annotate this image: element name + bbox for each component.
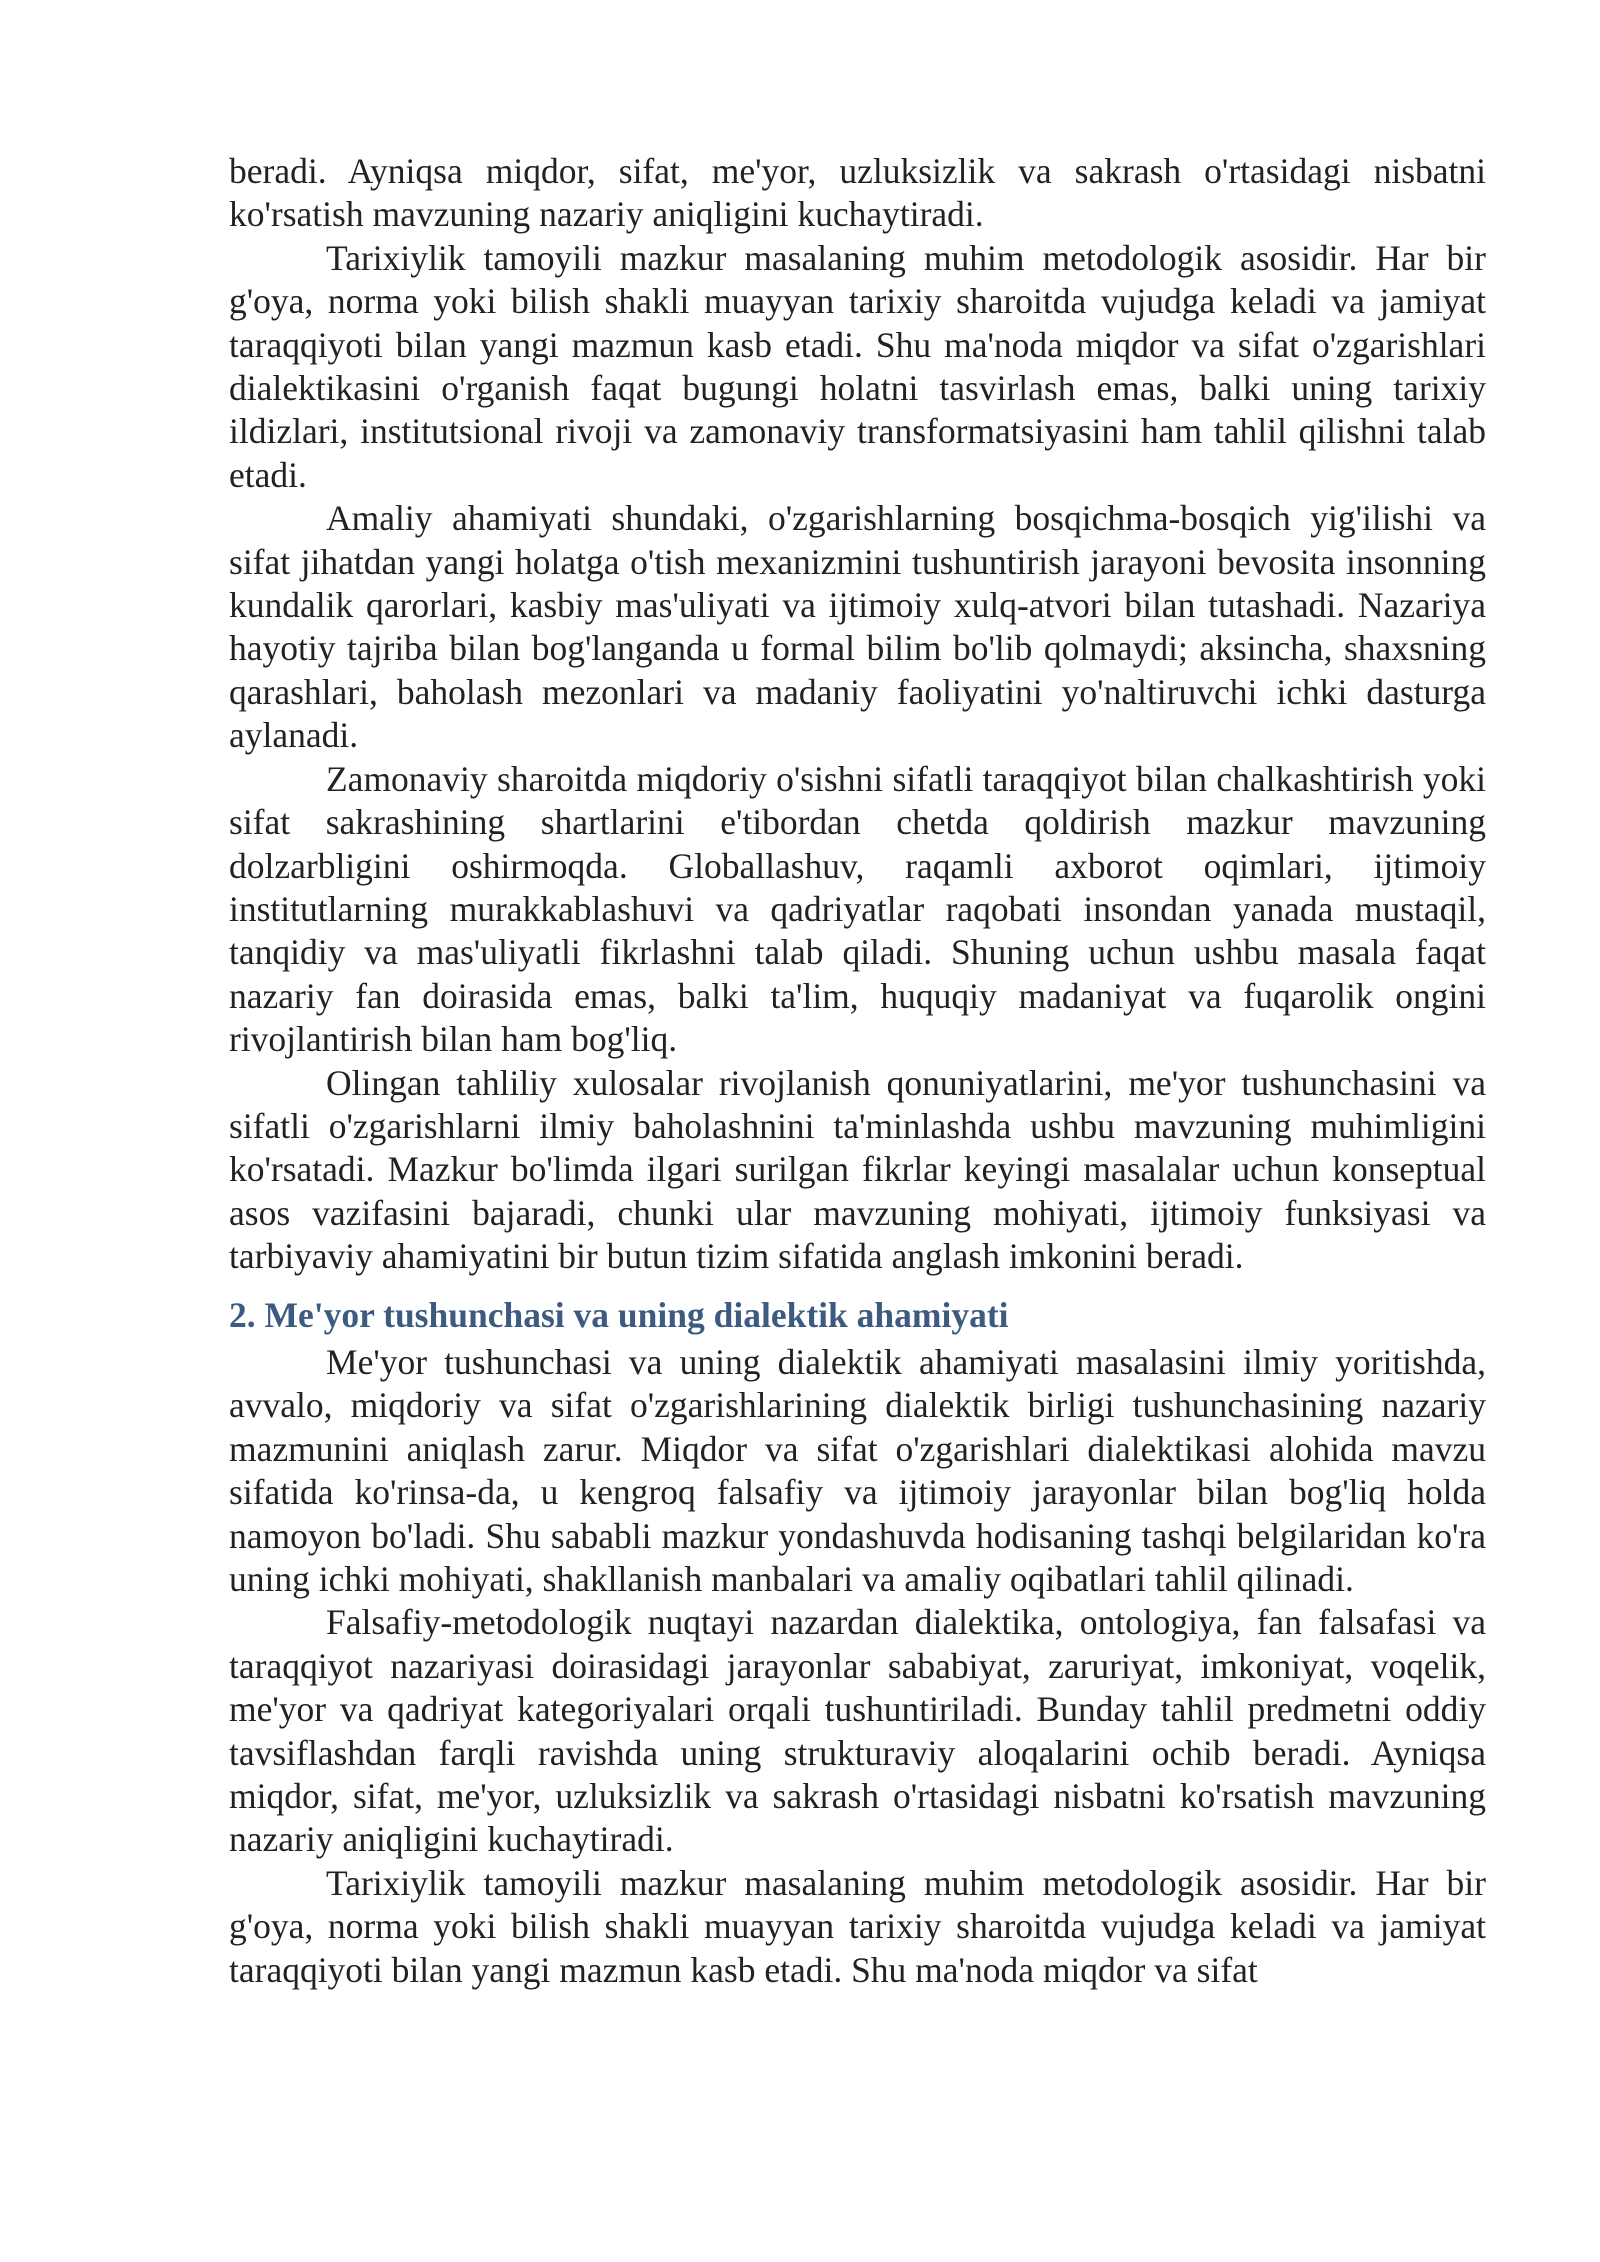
section-heading: 2. Me'yor tushunchasi va uning dialektik ahamiyati: [229, 1294, 1009, 1335]
document-page: [229, 150, 1486, 1992]
paragraph: beradi. Ayniqsa miqdor, sifat, me'yor, uzluksizlik va sakrash o'rtasidagi nisbatni ko'rsatish mavzuning nazariy aniqligini kuchaytiradi.: [229, 151, 1486, 235]
paragraph: Tarixiylik tamoyili mazkur masalaning muhim metodologik asosidir. Har bir g'oya, norma yoki bilish shakli muayyan tarixiy sharoitda vujudga keladi va jamiyat taraqqiyoti bilan yangi mazmun kasb etadi. Shu ma'noda miqdor va sifat: [229, 1862, 1486, 1990]
paragraph: Falsafiy-metodologik nuqtayi nazardan dialektika, ontologiya, fan falsafasi va taraqqiyot nazariyasi doirasidagi jarayonlar sababiyat, zaruriyat, imkoniyat, voqelik, me'yor va qadriyat kategoriyalari orqali tushuntiriladi. Bunday tahlil predmetni oddiy tavsiflashdan farqli ravishda uning strukturaviy aloqalarini ochib beradi. Ayniqsa miqdor, sifat, me'yor, uzluksizlik va sakrash o'rtasidagi nisbatni ko'rsatish mavzuning nazariy aniqligini kuchaytiradi.: [229, 1602, 1486, 1860]
paragraph: Tarixiylik tamoyili mazkur masalaning muhim metodologik asosidir. Har bir g'oya, norma yoki bilish shakli muayyan tarixiy sharoitda vujudga keladi va jamiyat taraqqiyoti bilan yangi mazmun kasb etadi. Shu ma'noda miqdor va sifat o'zgarishlari dialektikasini o'rganish faqat bugungi holatni tasvirlash emas, balki uning tarixiy ildizlari, institutsional rivoji va zamonaviy transformatsiyasini ham tahlil qilishni talab etadi.: [229, 237, 1486, 495]
paragraph: Zamonaviy sharoitda miqdoriy o'sishni sifatli taraqqiyot bilan chalkashtirish yoki sifat sakrashining shartlarini e'tibordan chetda qoldirish mazkur mavzuning dolzarbligini oshirmoqda. Globallashuv, raqamli axborot oqimlari, ijtimoiy institutlarning murakkablashuvi va qadriyatlar raqobati insondan yanada mustaqil, tanqidiy va mas'uliyatli fikrlashni talab qiladi. Shuning uchun ushbu masala faqat nazariy fan doirasida emas, balki ta'lim, huquqiy madaniyat va fuqarolik ongini rivojlantirish bilan ham bog'liq.: [229, 758, 1486, 1060]
paragraph: Olingan tahliliy xulosalar rivojlanish qonuniyatlarini, me'yor tushunchasini va sifatli o'zgarishlarni ilmiy baholashnini ta'minlashda ushbu mavzuning muhimligini ko'rsatadi. Mazkur bo'limda ilgari surilgan fikrlar keyingi masalalar uchun konseptual asos vazifasini bajaradi, chunki ular mavzuning mohiyati, ijtimoiy funksiyasi va tarbiyaviy ahamiyatini bir butun tizim sifatida anglash imkonini beradi.: [229, 1062, 1486, 1277]
paragraph: Me'yor tushunchasi va uning dialektik ahamiyati masalasini ilmiy yoritishda, avvalo, miqdoriy va sifat o'zgarishlarining dialektik birligi tushunchasining nazariy mazmunini aniqlash zarur. Miqdor va sifat o'zgarishlari dialektikasi alohida mavzu sifatida ko'rinsa-da, u kengroq falsafiy va ijtimoiy jarayonlar bilan bog'liq holda namoyon bo'ladi. Shu sababli mazkur yondashuvda hodisaning tashqi belgilaridan ko'ra uning ichki mohiyati, shakllanish manbalari va amaliy oqibatlari tahlil qilinadi.: [229, 1341, 1486, 1599]
paragraph: Amaliy ahamiyati shundaki, o'zgarishlarning bosqichma-bosqich yig'ilishi va sifat jihatdan yangi holatga o'tish mexanizmini tushuntirish jarayoni bevosita insonning kundalik qarorlari, kasbiy mas'uliyati va ijtimoiy xulq-atvori bilan tutashadi. Nazariya hayotiy tajriba bilan bog'langanda u formal bilim bo'lib qolmaydi; aksincha, shaxsning qarashlari, baholash mezonlari va madaniy faoliyatini yo'naltiruvchi ichki dasturga aylanadi.: [229, 498, 1486, 756]
